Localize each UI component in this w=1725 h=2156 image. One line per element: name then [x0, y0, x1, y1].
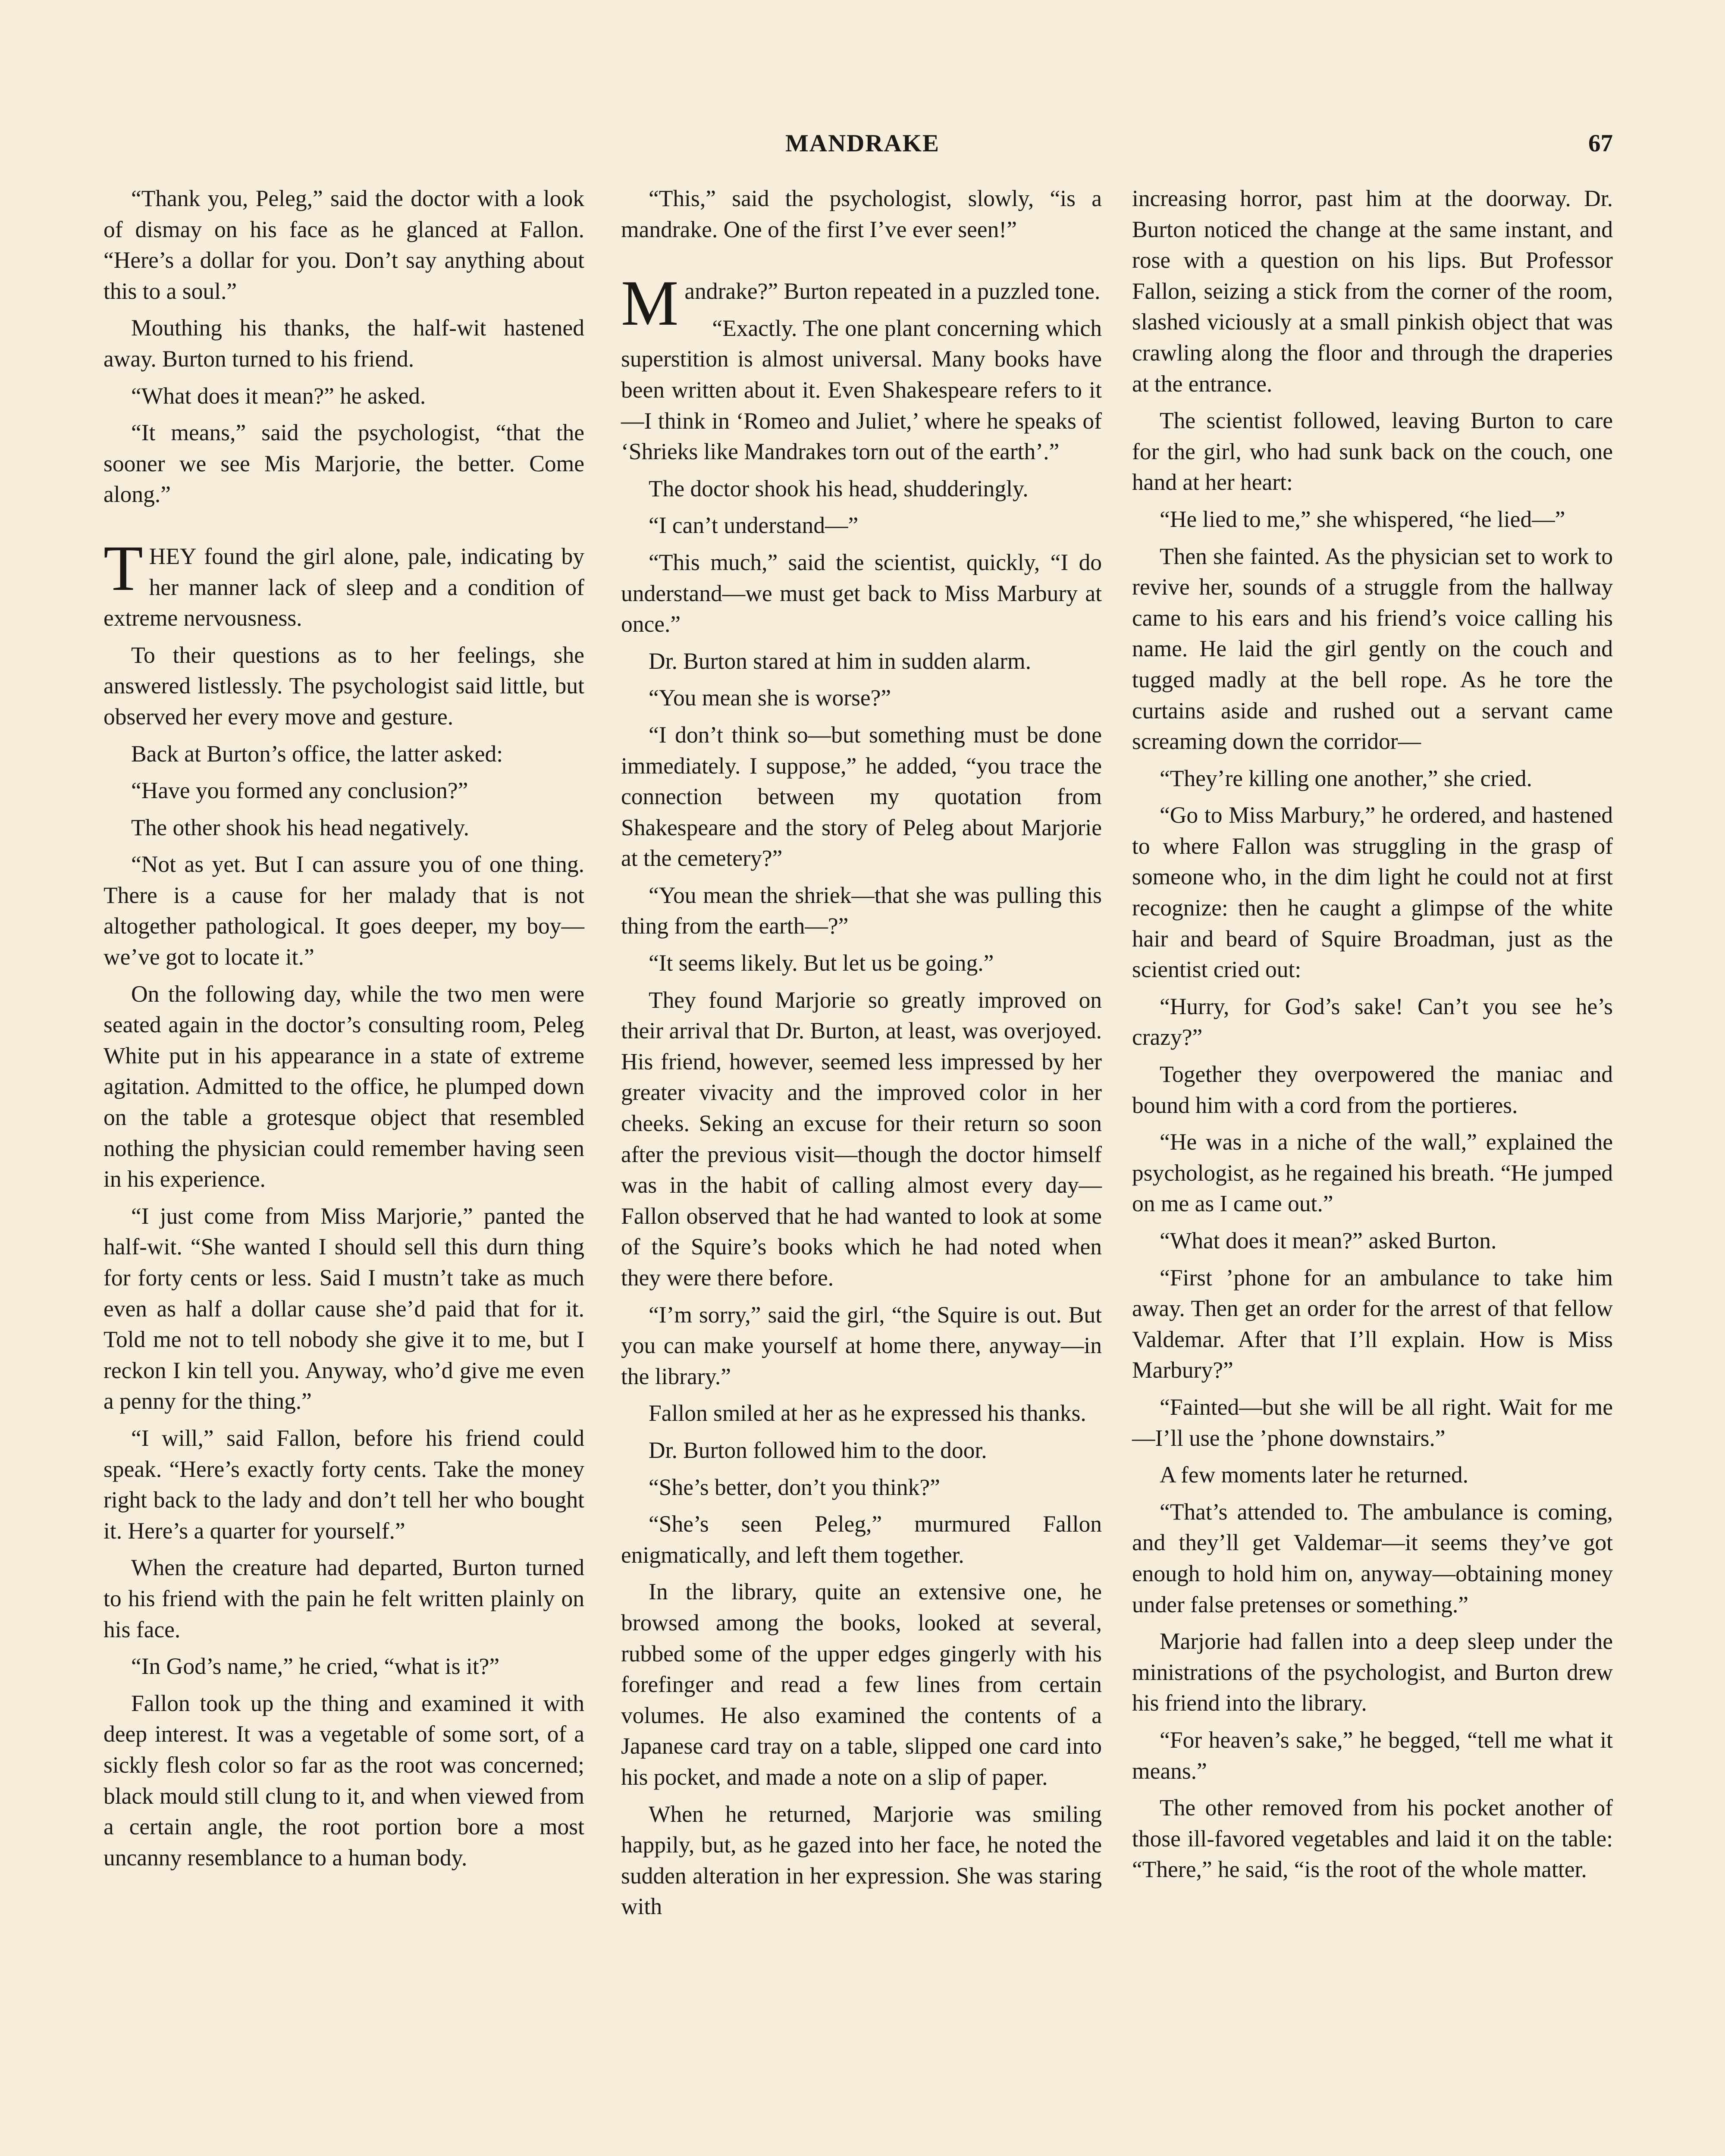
drop-cap: M	[621, 267, 679, 339]
paragraph: “Exactly. The one plant concerning which superstition is almost universal. Many books have been written about it. Even Shakespeare refers to it—I think in ‘Romeo and Juliet,’ where he speaks of ‘Shrieks like Mandrakes torn out of the earth’.”	[621, 315, 1102, 465]
paragraph: “She’s seen Peleg,” murmured Fallon enigmatically, and left them together.	[621, 1511, 1102, 1568]
paragraph: “This much,” said the scientist, quickly, “I do understand—we must get back to Miss Marbury at once.”	[621, 549, 1102, 637]
paragraph: “She’s better, don’t you think?”	[649, 1474, 940, 1500]
paragraph: “For heaven’s sake,” he begged, “tell me what it means.”	[1132, 1727, 1613, 1784]
running-title: MANDRAKE	[785, 130, 940, 157]
paragraph: increasing horror, past him at the doorway. Dr. Burton noticed the change at the same instant, and rose with a question on his lips. But Professor Fallon, seizing a stick from the corner of the room, slashed viciously at a small pinkish object that was crawling along the floor and through the draperies at the entrance.	[1132, 185, 1613, 397]
paragraph: “That’s attended to. The ambulance is coming, and they’ll get Valdemar—it seems they’ve got enough to hold him on, anyway—obtaining money under false pretenses or something.”	[1132, 1498, 1613, 1617]
drop-cap: T	[104, 532, 143, 604]
text-column-2	[621, 183, 1102, 1928]
paragraph: “Go to Miss Marbury,” he ordered, and hastened to where Fallon was struggling in the grasp of someone who, in the dim light he could not at first recognize: then he caught a glimpse of the white hair and beard of Squire Broadman, just as the scientist cried out:	[1132, 802, 1613, 983]
paragraph: Fallon smiled at her as he expressed his thanks.	[649, 1400, 1086, 1426]
paragraph-text: andrake?” Burton repeated in a puzzled tone.	[684, 278, 1101, 304]
paragraph: Back at Burton’s office, the latter asked:	[131, 740, 503, 767]
paragraph: On the following day, while the two men were seated again in the doctor’s consulting room, Peleg White put in his appearance in a state of extreme agitation. Admitted to the office, he plumped down on the table a grotesque object that resembled nothing the physician could remember having seen in his experience.	[104, 981, 584, 1192]
paragraph: The doctor shook his head, shudderingly.	[649, 475, 1029, 501]
paragraph: “This,” said the psychologist, slowly, “is a mandrake. One of the first I’ve ever seen!”	[621, 185, 1102, 242]
paragraph: Dr. Burton stared at him in sudden alarm.	[649, 648, 1032, 674]
paragraph: “He lied to me,” she whispered, “he lied—”	[1160, 506, 1565, 532]
page-number: 67	[1588, 130, 1613, 157]
paragraph: “You mean she is worse?”	[649, 685, 891, 711]
paragraph: The other shook his head negatively.	[131, 814, 469, 840]
paragraph: Marjorie had fallen into a deep sleep under the ministrations of the psychologist, and Burton drew his friend into the library.	[1132, 1628, 1613, 1716]
paragraph: Together they overpowered the maniac and bound him with a cord from the portieres.	[1132, 1061, 1613, 1118]
page-header	[112, 129, 1613, 168]
paragraph: “Fainted—but she will be all right. Wait for me—I’ll use the ’phone downstairs.”	[1132, 1394, 1613, 1451]
paragraph: When the creature had departed, Burton turned to his friend with the pain he felt written plainly on his face.	[104, 1554, 584, 1642]
paragraph: Dr. Burton followed him to the door.	[649, 1437, 987, 1463]
paragraph: Then she fainted. As the physician set to work to revive her, sounds of a struggle from the hallway came to his ears and his friend’s voice calling his name. He laid the girl gently on the couch and tugged madly at the bell rope. As he tore the curtains aside and rushed out a servant came screaming down the corridor—	[1132, 543, 1613, 755]
paragraph: The scientist followed, leaving Burton to care for the girl, who had sunk back on the couch, one hand at her heart:	[1132, 407, 1613, 495]
paragraph: “First ’phone for an ambulance to take him away. Then get an order for the arrest of that fellow Valdemar. After that I’ll explain. How is Miss Marbury?”	[1132, 1264, 1613, 1383]
paragraph: “What does it mean?” he asked.	[131, 382, 426, 409]
paragraph: “It seems likely. But let us be going.”	[649, 950, 994, 976]
paragraph: “What does it mean?” asked Burton.	[1160, 1228, 1497, 1253]
paragraph: In the library, quite an extensive one, he browsed among the books, looked at several, rubbed some of the upper edges gingerly with his forefinger and read a few lines from certain volumes. He also examined the contents of a Japanese card tray on a table, slipped one card into his pocket, and made a note on a slip of paper.	[621, 1579, 1102, 1790]
paragraph: They found Marjorie so greatly improved on their arrival that Dr. Burton, at least, was overjoyed. His friend, however, seemed less impressed by her greater vivacity and the improved color in her cheeks. Seking an excuse for their return so soon after the previous visit—though the doctor himself was in the habit of calling almost every day—Fallon observed that he had wanted to look at some of the Squire’s books which he had noted when they were there before.	[621, 987, 1102, 1291]
paragraph-text: HEY found the girl alone, pale, indicating by her manner lack of sleep and a condition of extreme nervousness.	[104, 543, 584, 631]
paragraph	[104, 532, 584, 634]
paragraph: “I can’t understand—”	[649, 512, 859, 539]
paragraph: “They’re killing one another,” she cried.	[1160, 765, 1532, 791]
paragraph: “I just come from Miss Marjorie,” panted the half-wit. “She wanted I should sell this durn thing for forty cents or less. Said I mustn’t take as much even as half a dollar cause she’d paid that for it. Told me not to tell nobody she give it to me, but I reckon I kin tell you. Anyway, who’d give me even a penny for the thing.”	[104, 1203, 584, 1414]
paragraph: “I don’t think so—but something must be done immediately. I suppose,” he added, “you trace the connection between my quotation from Shakespeare and the story of Peleg about Marjorie at the cemetery?”	[621, 721, 1102, 871]
paragraph	[621, 267, 1102, 339]
paragraph: “He was in a niche of the wall,” explained the psychologist, as he regained his breath. “He jumped on me as I came out.”	[1132, 1129, 1613, 1217]
paragraph: The other removed from his pocket another of those ill-favored vegetables and laid it on the table: “There,” he said, “is the root of the whole matter.	[1132, 1795, 1613, 1883]
paragraph: Mouthing his thanks, the half-wit hastened away. Burton turned to his friend.	[104, 315, 584, 372]
text-column-1	[104, 183, 584, 1879]
paragraph: “Hurry, for God’s sake! Can’t you see he’s crazy?”	[1132, 993, 1613, 1050]
text-column-3	[1132, 183, 1613, 1891]
paragraph: “In God’s name,” he cried, “what is it?”	[131, 1653, 500, 1680]
paragraph: “You mean the shriek—that she was pulling this thing from the earth—?”	[621, 882, 1102, 939]
paragraph: A few moments later he returned.	[1160, 1462, 1469, 1488]
paragraph: “Have you formed any conclusion?”	[131, 777, 468, 804]
paragraph: “I’m sorry,” said the girl, “the Squire is out. But you can make yourself at home there, anyway—in the library.”	[621, 1301, 1102, 1389]
paragraph: When he returned, Marjorie was smiling happily, but, as he gazed into her face, he noted the sudden alteration in her expression. She was staring with	[621, 1801, 1102, 1920]
paragraph: Fallon took up the thing and examined it with deep interest. It was a vegetable of some sort, of a sickly flesh color so far as the root was concerned; black mould still clung to it, and when viewed from a certain angle, the root portion bore a most uncanny resemblance to a human body.	[104, 1690, 584, 1871]
paragraph: “It means,” said the psychologist, “that the sooner we see Mis Marjorie, the better. Come along.”	[104, 420, 584, 508]
paragraph: “Thank you, Peleg,” said the doctor with a look of dismay on his face as he glanced at Fallon. “Here’s a dollar for you. Don’t say anything about this to a soul.”	[104, 185, 584, 304]
paragraph: “I will,” said Fallon, before his friend could speak. “Here’s exactly forty cents. Take the money right back to the lady and don’t tell her who bought it. Here’s a quarter for yourself.”	[104, 1425, 584, 1544]
paragraph: To their questions as to her feelings, she answered listlessly. The psychologist said little, but observed her every move and gesture.	[104, 642, 584, 730]
paragraph: “Not as yet. But I can assure you of one thing. There is a cause for her malady that is not altogether pathological. It goes deeper, my boy—we’ve got to locate it.”	[104, 851, 584, 970]
